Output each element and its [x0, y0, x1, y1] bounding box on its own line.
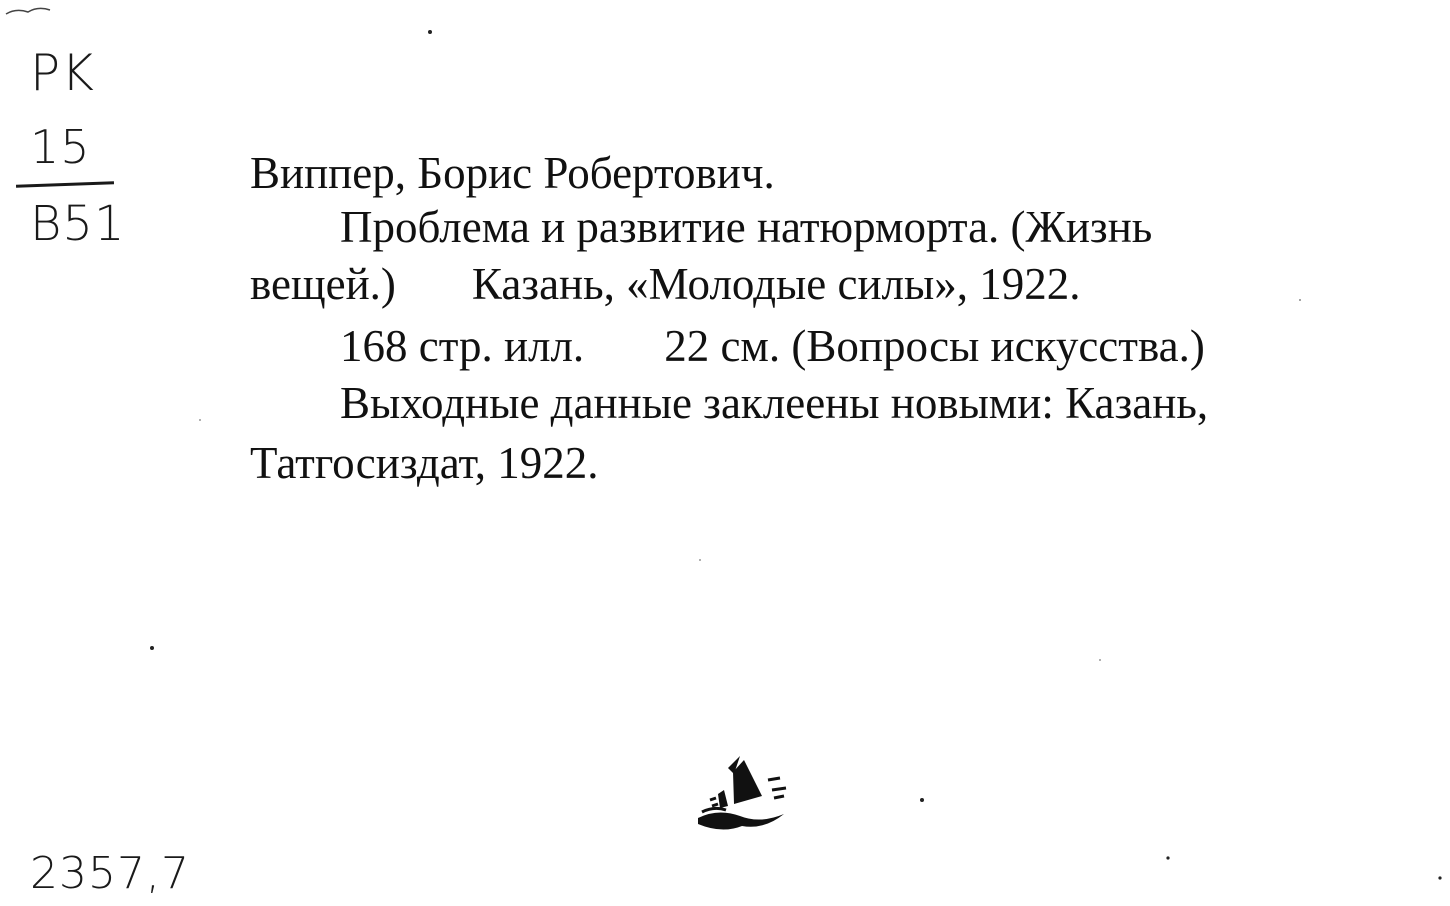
call-number-line1: PK: [30, 44, 95, 102]
pagination: 168 стр. илл.: [340, 321, 585, 371]
title-line-1: Проблема и развитие натюрморта. (Жизнь: [340, 202, 1153, 252]
size-and-series: 22 см. (Вопросы искусства.): [664, 321, 1205, 371]
title-continuation: вещей.): [250, 259, 396, 309]
author-heading: Виппер, Борис Робертович.: [250, 148, 775, 198]
call-number-divider: [16, 181, 114, 187]
sailboat-stamp-icon: [688, 750, 798, 840]
inventory-number: 2357,7: [30, 848, 190, 899]
title-line-2: [250, 259, 1081, 309]
note-line-1: Выходные данные заклеены новыми: Казань,: [340, 378, 1209, 428]
physical-description: [340, 321, 1205, 371]
imprint: Казань, «Молодые силы», 1922.: [471, 259, 1081, 309]
call-number-line2: 15: [30, 120, 91, 174]
note-line-2: Татгосиздат, 1922.: [250, 438, 599, 488]
call-number-line3: B51: [30, 196, 126, 252]
